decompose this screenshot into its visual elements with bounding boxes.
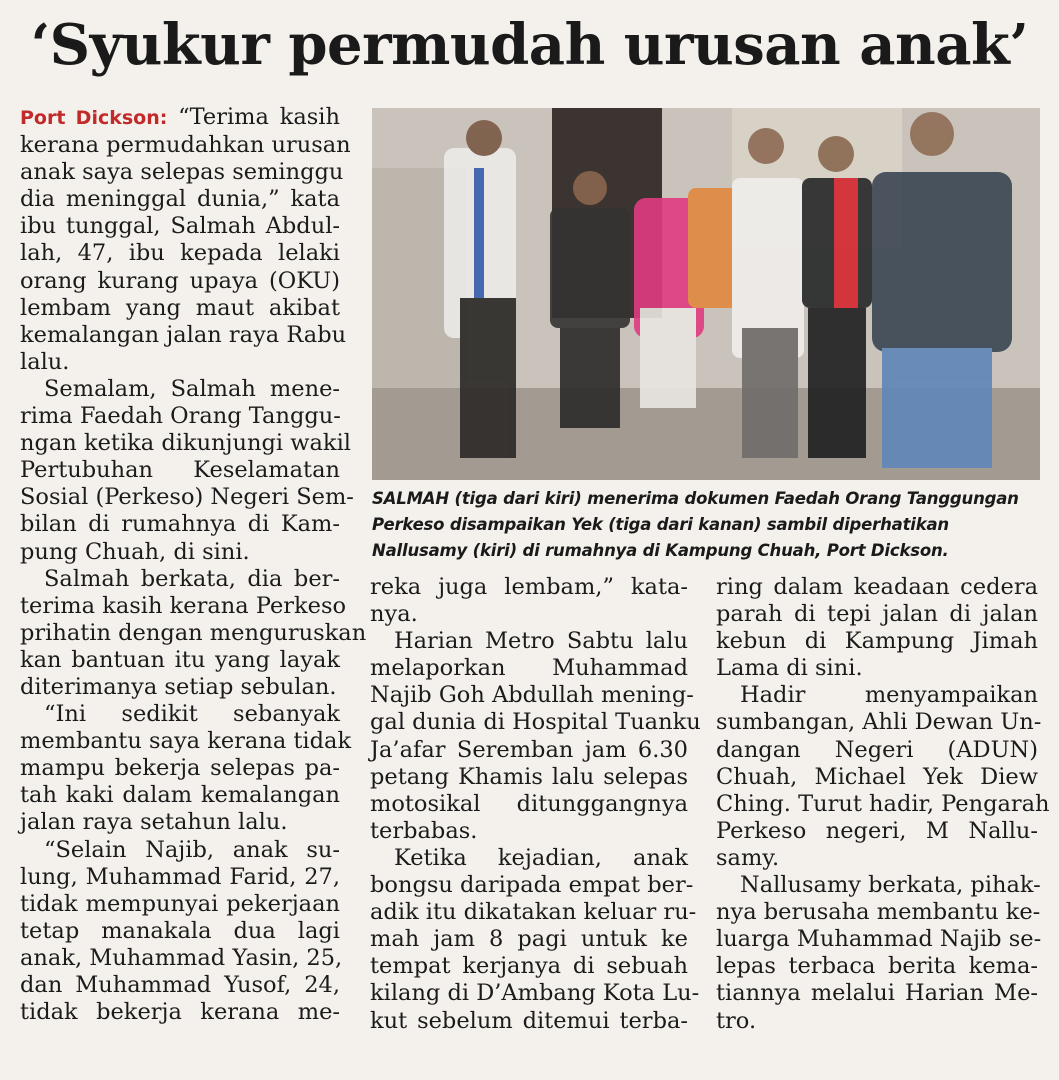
article-line: samy. bbox=[716, 844, 780, 871]
article-line: Semalam, Salmah mene- bbox=[44, 375, 340, 402]
article-line: terima kasih kerana Perkeso bbox=[20, 592, 347, 619]
article-line: reka juga lembam,” kata- bbox=[370, 574, 688, 600]
article-line: Pertubuhan Keselamatan bbox=[20, 457, 340, 484]
article-line: “Ini sedikit sebanyak bbox=[44, 701, 340, 728]
article-line: “Selain Najib, anak su- bbox=[44, 836, 340, 863]
article-line: adik itu dikatakan keluar ru- bbox=[370, 899, 697, 926]
article-line: bilan di rumahnya di Kam- bbox=[20, 511, 340, 538]
article-line: tempat kerjanya di sebuah bbox=[370, 953, 688, 980]
article-line: gal dunia di Hospital Tuanku bbox=[370, 709, 701, 736]
article-line: ring dalam keadaan cedera bbox=[716, 574, 1038, 600]
caption-line: SALMAH (tiga dari kiri) menerima dokumen Faedah Orang Tanggungan bbox=[372, 489, 1019, 508]
article-line-text: “Terima kasih bbox=[167, 104, 340, 130]
article-line: diterimanya setiap sebulan. bbox=[20, 673, 337, 700]
article-line: tah kaki dalam kemalangan bbox=[20, 782, 340, 809]
article-line: Hadir menyampaikan bbox=[740, 682, 1038, 709]
article-line: sumbangan, Ahli Dewan Un- bbox=[716, 709, 1042, 736]
article-line: petang Khamis lalu selepas bbox=[370, 763, 688, 790]
article-line: tetap manakala dua lagi bbox=[20, 917, 340, 944]
article-line: lung, Muhammad Farid, 27, bbox=[20, 863, 340, 890]
article-line: Harian Metro Sabtu lalu bbox=[394, 628, 688, 655]
article-line: nya berusaha membantu ke- bbox=[716, 899, 1041, 926]
article-line: Salmah berkata, dia ber- bbox=[44, 565, 340, 592]
article-line: Ketika kejadian, anak bbox=[394, 844, 688, 871]
article-line: dangan Negeri (ADUN) bbox=[716, 736, 1038, 763]
headline: ‘Syukur permudah urusan anak’ bbox=[30, 12, 1029, 78]
caption-line: Nallusamy (kiri) di rumahnya di Kampung Chuah, Port Dickson. bbox=[372, 541, 949, 560]
photo-caption bbox=[372, 486, 1042, 564]
article-line: pung Chuah, di sini. bbox=[20, 538, 250, 565]
article-line: kan bantuan itu yang layak bbox=[20, 646, 340, 673]
article-line: jalan raya setahun lalu. bbox=[20, 809, 288, 836]
article-line: ngan ketika dikunjungi wakil bbox=[20, 430, 351, 457]
article-line: prihatin dengan menguruskan bbox=[20, 619, 367, 646]
article-line: luarga Muhammad Najib se- bbox=[716, 926, 1042, 953]
article-line: lepas terbaca berita kema- bbox=[716, 953, 1038, 980]
article-line: nya. bbox=[370, 601, 418, 628]
article-line: mah jam 8 pagi untuk ke bbox=[370, 926, 688, 953]
article-line: Nallusamy berkata, pihak- bbox=[740, 872, 1041, 899]
article-column-1 bbox=[20, 104, 367, 1026]
article-line: kerana permudahkan urusan bbox=[20, 132, 351, 159]
article-line: parah di tepi jalan di jalan bbox=[716, 601, 1038, 628]
article-line: dan Muhammad Yusof, 24, bbox=[20, 972, 340, 998]
article-line: kebun di Kampung Jimah bbox=[716, 628, 1038, 655]
article-line: tro. bbox=[716, 1007, 757, 1034]
article-line: tidak mempunyai pekerjaan bbox=[20, 890, 340, 917]
article-line: Lama di sini. bbox=[716, 655, 863, 682]
article-line: tidak bekerja kerana me- bbox=[20, 999, 340, 1026]
article-line: terbabas. bbox=[370, 817, 478, 844]
article-column-3 bbox=[716, 574, 1050, 1035]
article-line: anak saya selepas seminggu bbox=[20, 159, 344, 186]
article-column-2 bbox=[370, 574, 701, 1035]
article-line: kut sebelum ditemui terba- bbox=[370, 1007, 688, 1034]
news-photo bbox=[372, 108, 1040, 480]
article-line: lalu. bbox=[20, 348, 70, 375]
article-line: lembam yang maut akibat bbox=[20, 294, 340, 321]
article-line: Perkeso negeri, M Nallu- bbox=[716, 817, 1038, 844]
article-line: anak, Muhammad Yasin, 25, bbox=[20, 944, 343, 971]
article-line: kemalangan jalan raya Rabu bbox=[20, 321, 347, 348]
news-photo-illustration bbox=[372, 108, 1040, 480]
article-line: rima Faedah Orang Tanggu- bbox=[20, 403, 341, 430]
article-line: orang kurang upaya (OKU) bbox=[20, 267, 340, 294]
article-line: kilang di D’Ambang Kota Lu- bbox=[370, 980, 700, 1007]
article-line: bongsu daripada empat ber- bbox=[370, 872, 694, 899]
article-line: tiannya melalui Harian Me- bbox=[716, 980, 1038, 1007]
article-line: motosikal ditunggangnya bbox=[370, 790, 688, 817]
dateline: Port Dickson: bbox=[20, 107, 168, 129]
article-line: Najib Goh Abdullah mening- bbox=[370, 682, 694, 709]
article-line: mampu bekerja selepas pa- bbox=[20, 755, 340, 782]
article-line: ibu tunggal, Salmah Abdul- bbox=[20, 213, 340, 240]
article-line: lah, 47, ibu kepada lelaki bbox=[20, 240, 340, 267]
article-line: Chuah, Michael Yek Diew bbox=[716, 763, 1038, 790]
article-line: Ching. Turut hadir, Pengarah bbox=[716, 790, 1050, 817]
article-line: Ja’afar Seremban jam 6.30 bbox=[370, 736, 688, 763]
article-line: dia meninggal dunia,” kata bbox=[20, 186, 340, 213]
article-line: membantu saya kerana tidak bbox=[20, 728, 352, 755]
article-line bbox=[20, 104, 340, 132]
article-line: melaporkan Muhammad bbox=[370, 655, 688, 682]
caption-line: Perkeso disampaikan Yek (tiga dari kanan) sambil diperhatikan bbox=[372, 515, 949, 534]
article-line: Sosial (Perkeso) Negeri Sem- bbox=[20, 484, 354, 511]
